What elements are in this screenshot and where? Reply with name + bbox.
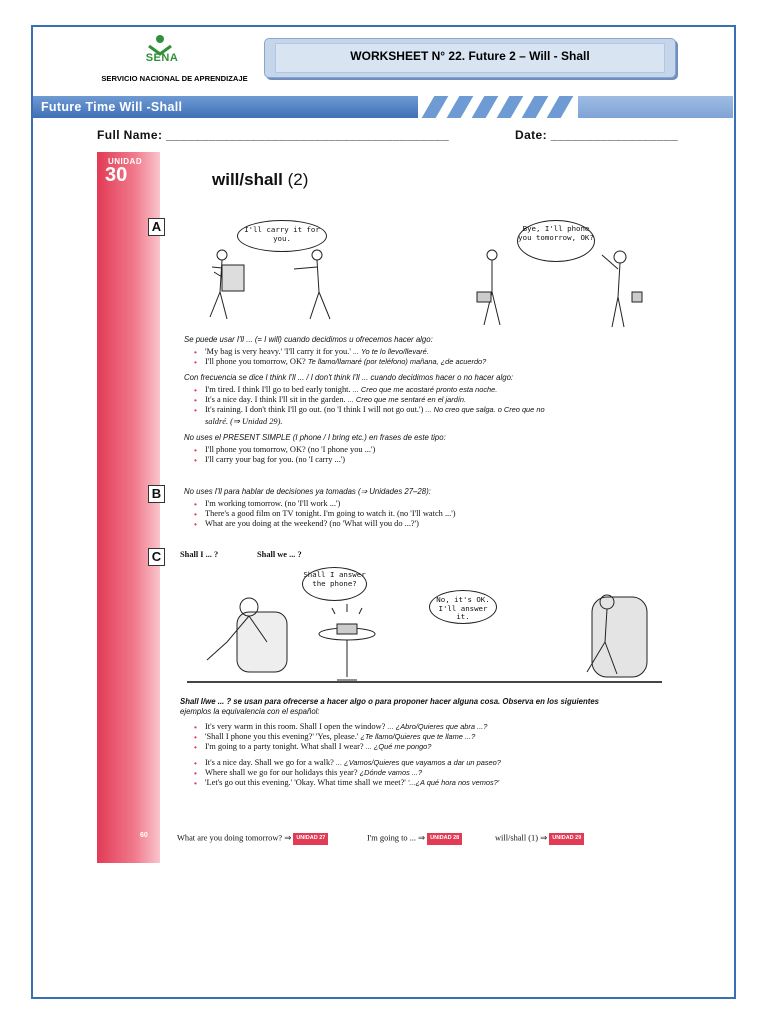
logo-text: SENA [145, 52, 179, 64]
example-c1-1: It's very warm in this room. Shall I open the window? ... ¿Abro/Quieres que abra ...? [205, 722, 488, 731]
section-b-marker: B [148, 485, 165, 503]
speech-bubble-phone: Bye, I'll phone you tomorrow, OK? [517, 220, 595, 262]
section-c-marker: C [148, 548, 165, 566]
textbook-page: UNIDAD 30 60 A B C will/shall (2) I'll carry it for you. Bye, I'll phone you tomorrow, OK? Se puede usar I'll ... (= I will) cuando decidimos u ofrecemos hacer algo: • 'My bag is very heavy.' 'I'll carry it for you.' ... Yo te lo llevo/llevaré. • I'll phone you tomorrow, OK? Te llamo/llamaré (por teléfono) mañana, ¿de acuerdo? Con frecuencia se dice I think I'll ... / I don't think I'll ... cuando decidimos hacer o no hacer algo: • I'm tired. I think I'll go to bed early tonight. ... Creo que me acostaré pronto esta noche. • It's a nice day. I think I'll sit in the garden. ... Creo que me sentaré en el jardín. • It's raining. I don't think I'll go out. (no 'I think I will not go out.') ... No creo que salga. o Creo que no saldré. (⇒ Unidad 29). No uses el PRESENT SIMPLE (I phone / I bring etc.) en frases de este tipo: • I'll phone you tomorrow, OK? (no 'I phone you ...') • I'll carry your bag for you. (no 'I carry ...') No uses I'll para hablar de decisiones ya tomadas (⇒ Unidades 27–28): • I'm working tomorrow. (no 'I'll work ...') • There's a good film on TV tonight. I'm going to watch it. (no 'I'll watch ...') • What are you doing at the weekend? (no 'What will you do ...?') Shall I ... ? Shall we ... ? Shall I answer the phone? No, it's OK. I'll answer it. Shall I/we ... ? se usan para ofrecerse a hacer algo o para proponer hacer alguna cosa. Observa en los siguientes ejemplos la equivalencia con el español: • It's very warm in this room. Shall I open the window? ... ¿Abro/Quieres que abra ...? • 'Shall I phone you this evening?' 'Yes, please.' ¿Te llamo/Quieres que te llame ...? • I'm going to a party tonight. What shall I wear? ... ¿Qué me pongo? • It's a nice day. Shall we go for a walk? ... ¿Vamos/Quieres que vayamos a dar un paseo? • Where shall we go for our holidays this year? ¿Dónde vamos ...? • 'Let's go out this evening.' 'Okay. What time shall we meet?' '...¿A qué hora nos vemos?' What are you doing tomorrow? ⇒ UNIDAD 27 I'm going to ... ⇒ UNIDAD 28 will/shall (1) ⇒ UNIDAD 29 [97, 152, 682, 863]
section-a-intro-1: Se puede usar I'll ... (= I will) cuando decidimos u ofrecemos hacer algo: [184, 335, 433, 344]
name-line[interactable]: ________________________________________ [166, 128, 450, 142]
section-a-intro-3: No uses el PRESENT SIMPLE (I phone / I bring etc.) en frases de este tipo: [184, 433, 446, 442]
illustration-goodbye [472, 247, 662, 332]
worksheet-title-box [264, 38, 676, 78]
illustration-telephone [187, 582, 662, 692]
example-c1-3: I'm going to a party tonight. What shall I wear? ... ¿Qué me pongo? [205, 742, 432, 751]
footer-link-unit-28[interactable]: I'm going to ... ⇒ UNIDAD 28 [367, 833, 462, 845]
name-label: Full Name: [97, 128, 163, 142]
speech-bubble-answer: No, it's OK. I'll answer it. [429, 590, 497, 624]
date-line[interactable]: __________________ [550, 128, 679, 142]
topic-band [33, 94, 733, 120]
band-stripe [422, 96, 449, 118]
unit-title: will/shall (2) [212, 170, 309, 189]
worksheet-title: WORKSHEET N° 22. Future 2 – Will - Shall [350, 49, 590, 63]
example-a2-2: It's a nice day. I think I'll sit in the garden. ... Creo que me sentaré en el jardín. [205, 395, 467, 404]
example-c1-2: 'Shall I phone you this evening?' 'Yes, please.' ¿Te llamo/Quieres que te llame ...? [205, 732, 476, 741]
section-c-intro-cont: ejemplos la equivalencia con el español: [180, 707, 320, 716]
footer-link-unit-29[interactable]: will/shall (1) ⇒ UNIDAD 29 [495, 833, 584, 845]
section-b-intro: No uses I'll para hablar de decisiones ya tomadas (⇒ Unidades 27–28): [184, 487, 431, 496]
section-c-intro: Shall I/we ... ? se usan para ofrecerse a hacer algo o para proponer hacer alguna cosa. Observa en los siguientes [180, 697, 600, 706]
footer-link-unit-27[interactable]: What are you doing tomorrow? ⇒ UNIDAD 27 [177, 833, 328, 845]
example-a2-1: I'm tired. I think I'll go to bed early tonight. ... Creo que me acostaré pronto esta noche. [205, 385, 498, 394]
page-number: 60 [140, 832, 148, 839]
example-c2-1: It's a nice day. Shall we go for a walk? ... ¿Vamos/Quieres que vayamos a dar un paseo? [205, 758, 501, 767]
org-name: SERVICIO NACIONAL DE APRENDIZAJE [101, 74, 248, 83]
example-a3-2: I'll carry your bag for you. (no 'I carry ...') [205, 455, 346, 464]
example-a3-1: I'll phone you tomorrow, OK? (no 'I phone you ...') [205, 445, 376, 454]
topic-title: Future Time Will -Shall [41, 100, 183, 114]
example-a1-1: 'My bag is very heavy.' 'I'll carry it for you.' ... Yo te lo llevo/llevaré. [205, 347, 429, 356]
band-stripe [547, 96, 574, 118]
name-field[interactable] [97, 128, 449, 142]
date-field[interactable] [515, 128, 678, 142]
example-a2-3: It's raining. I don't think I'll go out. (no 'I think I will not go out.') ... No creo que salga. o Creo que no [205, 405, 545, 414]
section-a-intro-2: Con frecuencia se dice I think I'll ... / I don't think I'll ... cuando decidimos hacer o no hacer algo: [184, 373, 514, 382]
section-c-heading-2: Shall we ... ? [257, 550, 302, 559]
example-b-2: There's a good film on TV tonight. I'm going to watch it. (no 'I'll watch ...') [205, 509, 456, 518]
example-c2-3: 'Let's go out this evening.' 'Okay. What time shall we meet?' '...¿A qué hora nos vemos?' [205, 778, 500, 787]
unit-label: UNIDAD [108, 157, 143, 166]
example-b-3: What are you doing at the weekend? (no 'What will you do ...?') [205, 519, 419, 528]
unit-number: 30 [105, 164, 128, 186]
section-c-heading-1: Shall I ... ? [180, 550, 219, 559]
band-stripe [522, 96, 549, 118]
sena-logo [92, 34, 252, 86]
illustration-carry-bag [202, 247, 352, 327]
example-a2-3-cont: saldré. (⇒ Unidad 29). [205, 417, 283, 426]
speech-bubble-shall: Shall I answer the phone? [302, 567, 367, 601]
band-stripe [497, 96, 524, 118]
example-b-1: I'm working tomorrow. (no 'I'll work ...') [205, 499, 341, 508]
example-a1-2: I'll phone you tomorrow, OK? Te llamo/llamaré (por teléfono) mañana, ¿de acuerdo? [205, 357, 487, 366]
band-stripe [472, 96, 499, 118]
example-c2-2: Where shall we go for our holidays this year? ¿Dónde vamos ...? [205, 768, 423, 777]
date-label: Date: [515, 128, 548, 142]
section-a-marker: A [148, 218, 165, 236]
band-stripe [447, 96, 474, 118]
speech-bubble-carry: I'll carry it for you. [237, 220, 327, 252]
unit-sidebar [97, 152, 160, 863]
